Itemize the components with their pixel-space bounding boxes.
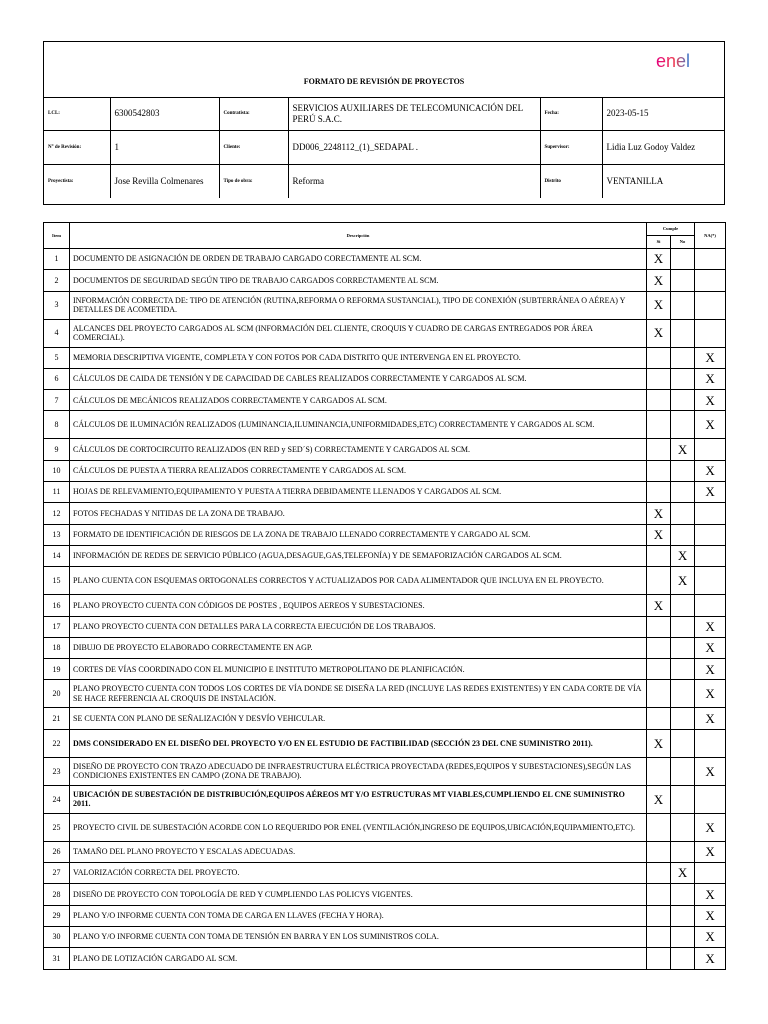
no-mark <box>671 482 695 503</box>
no-mark <box>671 616 695 637</box>
si-mark: X <box>647 291 671 319</box>
si-mark: X <box>647 729 671 757</box>
item-number: 15 <box>44 567 70 595</box>
checklist-row <box>44 729 726 757</box>
no-mark: X <box>671 567 695 595</box>
revision-value: 1 <box>110 131 219 165</box>
na-mark: X <box>695 482 726 503</box>
checklist-row <box>44 841 726 862</box>
checklist-row <box>44 905 726 926</box>
na-mark <box>695 291 726 319</box>
item-number: 30 <box>44 926 70 947</box>
na-mark: X <box>695 368 726 389</box>
logo-text: enel <box>656 51 691 71</box>
no-mark <box>671 680 695 708</box>
no-mark <box>671 347 695 368</box>
checklist-row <box>44 708 726 729</box>
checklist-row <box>44 390 726 411</box>
si-mark <box>647 460 671 481</box>
checklist-row <box>44 439 726 460</box>
na-mark: X <box>695 905 726 926</box>
info-row <box>44 131 724 165</box>
no-mark <box>671 708 695 729</box>
no-mark <box>671 729 695 757</box>
no-mark <box>671 390 695 411</box>
si-mark <box>647 905 671 926</box>
checklist-row <box>44 503 726 524</box>
checklist-row <box>44 863 726 884</box>
item-description: CÁLCULOS DE ILUMINACIÓN REALIZADOS (LUMINANCIA,ILUMINANCIA,UNIFORMIDADES,ETC) CORRECTAMENTE Y CARGADOS AL SCM. <box>70 411 647 439</box>
item-description: ALCANCES DEL PROYECTO CARGADOS AL SCM (INFORMACIÓN DEL CLIENTE, CROQUIS Y CUADRO DE CARGAS ENTREGADOS POR ÁREA COMERCIAL). <box>70 319 647 347</box>
checklist-row <box>44 785 726 813</box>
item-description: DIBUJO DE PROYECTO ELABORADO CORRECTAMENTE EN AGP. <box>70 637 647 658</box>
si-mark <box>647 813 671 841</box>
item-description: UBICACIÓN DE SUBESTACIÓN DE DISTRIBUCIÓN,EQUIPOS AÉREOS MT Y/O ESTRUCTURAS MT VIABLES,CUMPLIENDO EL CNE SUMINISTRO 2011. <box>70 785 647 813</box>
item-description: CÁLCULOS DE MECÁNICOS REALIZADOS CORRECTAMENTE Y CARGADOS AL SCM. <box>70 390 647 411</box>
no-mark <box>671 637 695 658</box>
cliente-label: Cliente: <box>219 131 288 165</box>
no-mark <box>671 841 695 862</box>
checklist-row <box>44 411 726 439</box>
item-description: PLANO PROYECTO CUENTA CON CÓDIGOS DE POSTES , EQUIPOS AEREOS Y SUBESTACIONES. <box>70 595 647 616</box>
no-mark <box>671 503 695 524</box>
enel-logo <box>656 50 708 72</box>
item-description: DOCUMENTO DE ASIGNACIÓN DE ORDEN DE TRABAJO CARGADO CORECTAMENTE AL SCM. <box>70 249 647 270</box>
item-description: FORMATO DE IDENTIFICACIÓN DE RIESGOS DE LA ZONA DE TRABAJO LLENADO CORRECTAMENTE Y CARGADO AL SCM. <box>70 524 647 545</box>
na-mark: X <box>695 659 726 680</box>
no-mark: X <box>671 863 695 884</box>
na-mark: X <box>695 884 726 905</box>
checklist-row <box>44 616 726 637</box>
checklist-body <box>44 249 726 970</box>
item-number: 14 <box>44 545 70 566</box>
si-mark: X <box>647 524 671 545</box>
no-mark <box>671 319 695 347</box>
item-description: DOCUMENTOS DE SEGURIDAD SEGÚN TIPO DE TRABAJO CARGADOS CORRECTAMENTE AL SCM. <box>70 270 647 291</box>
item-description: SE CUENTA CON PLANO DE SEÑALIZACIÓN Y DESVÍO VEHICULAR. <box>70 708 647 729</box>
checklist-row <box>44 948 726 969</box>
item-description: TAMAÑO DEL PLANO PROYECTO Y ESCALAS ADECUADAS. <box>70 841 647 862</box>
checklist-table <box>43 222 726 970</box>
no-mark: X <box>671 439 695 460</box>
item-description: FOTOS FECHADAS Y NITIDAS DE LA ZONA DE TRABAJO. <box>70 503 647 524</box>
supervisor-label: Supervisor: <box>540 131 602 165</box>
item-number: 25 <box>44 813 70 841</box>
si-mark: X <box>647 270 671 291</box>
si-mark <box>647 439 671 460</box>
checklist-row <box>44 595 726 616</box>
cliente-value: DD006_2248112_(1)_SEDAPAL . <box>288 131 540 165</box>
checklist-row <box>44 567 726 595</box>
si-mark <box>647 347 671 368</box>
no-mark: X <box>671 545 695 566</box>
no-mark <box>671 905 695 926</box>
lcl-label: LCL: <box>44 97 110 131</box>
si-mark <box>647 926 671 947</box>
contratista-label: Contratista: <box>219 97 288 131</box>
si-mark <box>647 659 671 680</box>
si-mark <box>647 757 671 785</box>
checklist-row <box>44 347 726 368</box>
no-mark <box>671 813 695 841</box>
no-mark <box>671 524 695 545</box>
no-mark <box>671 757 695 785</box>
checklist-row <box>44 884 726 905</box>
contratista-value: SERVICIOS AUXILIARES DE TELECOMUNICACIÓN DEL PERÚ S.A.C. <box>288 97 540 131</box>
na-mark <box>695 863 726 884</box>
si-mark: X <box>647 785 671 813</box>
si-mark <box>647 368 671 389</box>
info-row <box>44 97 724 131</box>
item-description: PLANO PROYECTO CUENTA CON DETALLES PARA LA CORRECTA EJECUCIÓN DE LOS TRABAJOS. <box>70 616 647 637</box>
item-number: 12 <box>44 503 70 524</box>
item-number: 8 <box>44 411 70 439</box>
item-number: 5 <box>44 347 70 368</box>
no-mark <box>671 884 695 905</box>
header-block <box>43 41 725 205</box>
na-mark: X <box>695 460 726 481</box>
fecha-label: Fecha: <box>540 97 602 131</box>
na-mark: X <box>695 757 726 785</box>
item-description: CÁLCULOS DE CORTOCIRCUITO REALIZADOS (EN RED y SED´S) CORRECTAMENTE Y CARGADOS AL SCM. <box>70 439 647 460</box>
checklist-row <box>44 460 726 481</box>
item-number: 10 <box>44 460 70 481</box>
item-description: DMS CONSIDERADO EN EL DISEÑO DEL PROYECTO Y/O EN EL ESTUDIO DE FACTIBILIDAD (SECCIÓN 23 DEL CNE SUMINISTRO 2011). <box>70 729 647 757</box>
item-description: INFORMACIÓN CORRECTA DE: TIPO DE ATENCIÓN (RUTINA,REFORMA O REFORMA SUSTANCIAL), TIPO DE CONEXIÓN (SUBTERRÁNEA O AÉREA) Y DETALLES DE ACOMETIDA. <box>70 291 647 319</box>
si-mark <box>647 637 671 658</box>
cumple-column-header: Cumple <box>647 223 695 236</box>
checklist-row <box>44 249 726 270</box>
item-description: CÁLCULOS DE CAIDA DE TENSIÓN Y DE CAPACIDAD DE CABLES REALIZADOS CORRECTAMENTE Y CARGADOS AL SCM. <box>70 368 647 389</box>
item-description: DISEÑO DE PROYECTO CON TOPOLOGÍA DE RED Y CUMPLIENDO LAS POLICYS VIGENTES. <box>70 884 647 905</box>
na-mark: X <box>695 390 726 411</box>
description-column-header: Descripción <box>70 223 647 249</box>
item-number: 27 <box>44 863 70 884</box>
na-mark <box>695 439 726 460</box>
si-mark: X <box>647 595 671 616</box>
na-column-header: NA(*) <box>695 223 726 249</box>
info-table <box>44 97 724 198</box>
checklist-row <box>44 545 726 566</box>
si-mark: X <box>647 249 671 270</box>
item-description: VALORIZACIÓN CORRECTA DEL PROYECTO. <box>70 863 647 884</box>
lcl-value: 6300542803 <box>110 97 219 131</box>
na-mark: X <box>695 841 726 862</box>
na-mark <box>695 595 726 616</box>
item-number: 7 <box>44 390 70 411</box>
item-description: PLANO DE LOTIZACIÓN CARGADO AL SCM. <box>70 948 647 969</box>
na-mark <box>695 524 726 545</box>
item-number: 21 <box>44 708 70 729</box>
item-number: 20 <box>44 680 70 708</box>
si-mark <box>647 863 671 884</box>
item-description: PLANO Y/O INFORME CUENTA CON TOMA DE TENSIÓN EN BARRA Y EN LOS SUMINISTROS COLA. <box>70 926 647 947</box>
no-mark <box>671 291 695 319</box>
item-number: 18 <box>44 637 70 658</box>
checklist-row <box>44 524 726 545</box>
no-column-header: No <box>671 236 695 249</box>
no-mark <box>671 368 695 389</box>
na-mark: X <box>695 637 726 658</box>
tipo-obra-label: Tipo de obra: <box>219 165 288 199</box>
distrito-value: VENTANILLA <box>602 165 724 199</box>
item-description: PROYECTO CIVIL DE SUBESTACIÓN ACORDE CON LO REQUERIDO POR ENEL (VENTILACIÓN,INGRESO DE EQUIPOS,UBICACIÓN,EQUIPAMIENTO,ETC). <box>70 813 647 841</box>
item-number: 28 <box>44 884 70 905</box>
item-column-header: Item <box>44 223 70 249</box>
checklist-header-row <box>44 223 726 236</box>
item-number: 31 <box>44 948 70 969</box>
na-mark: X <box>695 926 726 947</box>
checklist-row <box>44 659 726 680</box>
na-mark: X <box>695 347 726 368</box>
item-number: 23 <box>44 757 70 785</box>
si-mark <box>647 708 671 729</box>
item-description: MEMORIA DESCRIPTIVA VIGENTE, COMPLETA Y CON FOTOS POR CADA DISTRITO QUE INTERVENGA EN EL PROYECTO. <box>70 347 647 368</box>
no-mark <box>671 659 695 680</box>
checklist-row <box>44 926 726 947</box>
item-description: PLANO PROYECTO CUENTA CON TODOS LOS CORTES DE VÍA DONDE SE DISEÑA LA RED (INCLUYE LAS REDES EXISTENTES) Y EN CADA CORTE DE VÍA SE HACE REFERENCIA AL CROQUIS DE INSTALACIÓN. <box>70 680 647 708</box>
na-mark <box>695 545 726 566</box>
title-row <box>44 42 724 98</box>
checklist-row <box>44 291 726 319</box>
proyectista-value: Jose Revilla Colmenares <box>110 165 219 199</box>
item-number: 24 <box>44 785 70 813</box>
item-number: 19 <box>44 659 70 680</box>
item-description: PLANO Y/O INFORME CUENTA CON TOMA DE CARGA EN LLAVES (FECHA Y HORA). <box>70 905 647 926</box>
na-mark: X <box>695 616 726 637</box>
checklist-row <box>44 680 726 708</box>
si-column-header: Si <box>647 236 671 249</box>
no-mark <box>671 926 695 947</box>
proyectista-label: Proyectista: <box>44 165 110 199</box>
revision-label: N° de Revisión: <box>44 131 110 165</box>
si-mark <box>647 567 671 595</box>
si-mark <box>647 884 671 905</box>
na-mark <box>695 249 726 270</box>
document-title: FORMATO DE REVISIÓN DE PROYECTOS <box>303 77 465 86</box>
item-number: 22 <box>44 729 70 757</box>
na-mark: X <box>695 813 726 841</box>
item-number: 11 <box>44 482 70 503</box>
na-mark <box>695 729 726 757</box>
item-number: 6 <box>44 368 70 389</box>
tipo-obra-value: Reforma <box>288 165 540 199</box>
si-mark <box>647 616 671 637</box>
item-number: 4 <box>44 319 70 347</box>
item-description: CORTES DE VÍAS COORDINADO CON EL MUNICIPIO E INSTITUTO METROPOLITANO DE PLANIFICACIÓN. <box>70 659 647 680</box>
distrito-label: Distrito <box>540 165 602 199</box>
no-mark <box>671 595 695 616</box>
no-mark <box>671 411 695 439</box>
item-number: 1 <box>44 249 70 270</box>
na-mark: X <box>695 411 726 439</box>
item-description: DISEÑO DE PROYECTO CON TRAZO ADECUADO DE INFRAESTRUCTURA ELÉCTRICA PROYECTADA (REDES,EQUIPOS Y SUBESTACIONES),SEGÚN LAS CONDICIONES EXISTENTES EN CAMPO (ZONA DE TRABAJO). <box>70 757 647 785</box>
no-mark <box>671 948 695 969</box>
si-mark: X <box>647 503 671 524</box>
item-number: 3 <box>44 291 70 319</box>
no-mark <box>671 785 695 813</box>
si-mark: X <box>647 319 671 347</box>
item-number: 16 <box>44 595 70 616</box>
item-number: 2 <box>44 270 70 291</box>
checklist-row <box>44 482 726 503</box>
no-mark <box>671 460 695 481</box>
si-mark <box>647 948 671 969</box>
item-number: 13 <box>44 524 70 545</box>
na-mark <box>695 503 726 524</box>
na-mark <box>695 567 726 595</box>
na-mark <box>695 785 726 813</box>
na-mark: X <box>695 708 726 729</box>
item-description: INFORMACIÓN DE REDES DE SERVICIO PÚBLICO (AGUA,DESAGUE,GAS,TELEFONÍA) Y DE SEMAFORIZACIÓN CARGADOS AL SCM. <box>70 545 647 566</box>
na-mark <box>695 270 726 291</box>
item-description: HOJAS DE RELEVAMIENTO,EQUIPAMIENTO Y PUESTA A TIERRA DEBIDAMENTE LLENADOS Y CARGADOS AL SCM. <box>70 482 647 503</box>
no-mark <box>671 249 695 270</box>
checklist-row <box>44 368 726 389</box>
na-mark: X <box>695 948 726 969</box>
checklist-row <box>44 270 726 291</box>
item-number: 26 <box>44 841 70 862</box>
item-description: PLANO CUENTA CON ESQUEMAS ORTOGONALES CORRECTOS Y ACTUALIZADOS POR CADA ALIMENTADOR QUE INCLUYA EN EL PROYECTO. <box>70 567 647 595</box>
si-mark <box>647 841 671 862</box>
si-mark <box>647 545 671 566</box>
item-description: CÁLCULOS DE PUESTA A TIERRA REALIZADOS CORRECTAMENTE Y CARGADOS AL SCM. <box>70 460 647 481</box>
checklist-row <box>44 813 726 841</box>
si-mark <box>647 390 671 411</box>
checklist-row <box>44 757 726 785</box>
supervisor-value: Lidia Luz Godoy Valdez <box>602 131 724 165</box>
si-mark <box>647 680 671 708</box>
item-number: 17 <box>44 616 70 637</box>
si-mark <box>647 482 671 503</box>
item-number: 29 <box>44 905 70 926</box>
item-number: 9 <box>44 439 70 460</box>
checklist-row <box>44 319 726 347</box>
info-row <box>44 165 724 199</box>
no-mark <box>671 270 695 291</box>
na-mark: X <box>695 680 726 708</box>
checklist-row <box>44 637 726 658</box>
fecha-value: 2023-05-15 <box>602 97 724 131</box>
si-mark <box>647 411 671 439</box>
na-mark <box>695 319 726 347</box>
